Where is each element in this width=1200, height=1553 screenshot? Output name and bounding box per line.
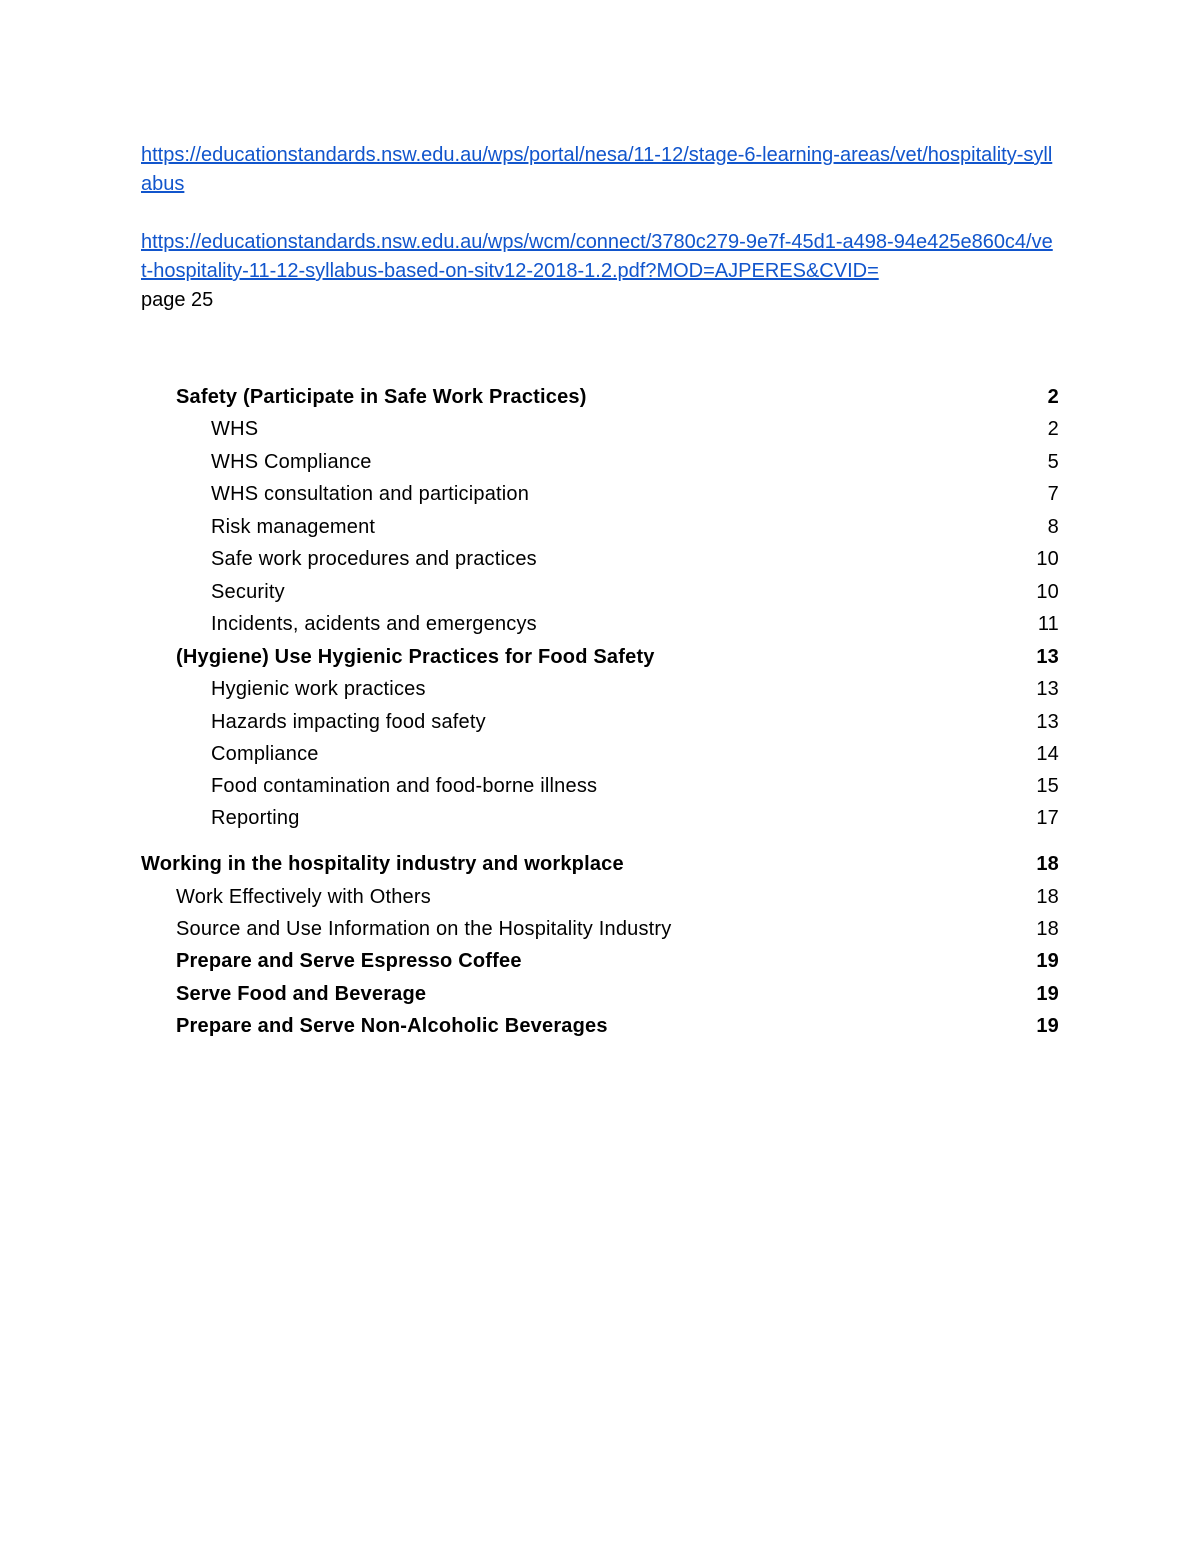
toc-page-number: 18 <box>1036 853 1059 875</box>
toc-page-number: 10 <box>1036 581 1059 603</box>
toc-page-number: 10 <box>1036 548 1059 570</box>
toc-entry-label: Prepare and Serve Non-Alcoholic Beverages <box>176 1015 608 1037</box>
toc-entry-label: Work Effectively with Others <box>176 886 431 908</box>
toc-page-number: 13 <box>1036 678 1059 700</box>
toc-entry-label: Incidents, acidents and emergencys <box>211 613 537 635</box>
toc-page-number: 7 <box>1047 483 1059 505</box>
link-block-2 <box>141 228 1056 315</box>
toc-row[interactable] <box>176 644 1059 670</box>
toc-entry-label: Safe work procedures and practices <box>211 548 537 570</box>
toc-entry-label: Hazards impacting food safety <box>211 711 486 733</box>
syllabus-portal-link[interactable]: https://educationstandards.nsw.edu.au/wps/portal/nesa/11-12/stage-6-learning-areas/vet/hospitality-syllabus <box>141 144 1053 195</box>
toc-entry-label: Prepare and Serve Espresso Coffee <box>176 950 522 972</box>
toc-entry-label: (Hygiene) Use Hygienic Practices for Food Safety <box>176 646 655 668</box>
toc-row[interactable] <box>176 384 1059 410</box>
toc-page-number: 2 <box>1047 418 1059 440</box>
toc-page-number: 8 <box>1047 516 1059 538</box>
toc-row[interactable] <box>176 1013 1059 1039</box>
toc-entry-label: Risk management <box>211 516 376 538</box>
toc-page-number: 11 <box>1037 613 1059 635</box>
toc-page-number: 13 <box>1036 646 1059 668</box>
page-reference: page 25 <box>141 289 214 311</box>
toc-page-number: 2 <box>1047 386 1059 408</box>
toc-row[interactable] <box>211 805 1059 831</box>
toc-entry-label: Security <box>211 581 285 603</box>
toc-row[interactable] <box>211 579 1059 605</box>
links-section <box>141 141 1056 315</box>
toc-page-number: 19 <box>1036 983 1059 1005</box>
toc-entry-label: Hygienic work practices <box>211 678 426 700</box>
toc-row[interactable] <box>211 611 1059 637</box>
toc-row[interactable] <box>176 981 1059 1007</box>
toc-entry-label: Source and Use Information on the Hospitality Industry <box>176 918 672 940</box>
toc-entry-label: Serve Food and Beverage <box>176 983 427 1005</box>
toc-row[interactable] <box>211 481 1059 507</box>
toc-page-number: 18 <box>1036 918 1059 940</box>
toc-row[interactable] <box>211 514 1059 540</box>
toc-entry-label: WHS consultation and participation <box>211 483 530 505</box>
toc-entry-label: Safety (Participate in Safe Work Practices) <box>176 386 587 408</box>
toc-page-number: 13 <box>1036 711 1059 733</box>
toc-page-number: 15 <box>1036 775 1059 797</box>
toc-row[interactable] <box>176 948 1059 974</box>
toc-row[interactable] <box>211 709 1059 735</box>
toc-page-number: 19 <box>1036 950 1059 972</box>
toc-entry-label: WHS <box>211 418 259 440</box>
toc-row[interactable] <box>211 416 1059 442</box>
toc-row[interactable] <box>211 546 1059 572</box>
syllabus-pdf-link[interactable]: https://educationstandards.nsw.edu.au/wps/wcm/connect/3780c279-9e7f-45d1-a498-94e425e860c4/vet-hospitality-11-12-syllabus-based-on-sitv12-2018-1.2.pdf?MOD=AJPERES&CVID= <box>141 231 1053 282</box>
toc-entry-label: Working in the hospitality industry and workplace <box>141 853 624 875</box>
toc-row[interactable] <box>211 676 1059 702</box>
toc-page-number: 17 <box>1036 807 1059 829</box>
toc-row[interactable] <box>211 773 1059 799</box>
toc-page-number: 18 <box>1036 886 1059 908</box>
toc-page-number: 5 <box>1047 451 1059 473</box>
link-block-1 <box>141 141 1056 199</box>
toc-entry-label: Reporting <box>211 807 300 829</box>
toc-entry-label: Food contamination and food-borne illness <box>211 775 598 797</box>
toc-row[interactable] <box>211 741 1059 767</box>
toc-entry-label: WHS Compliance <box>211 451 372 473</box>
toc-row[interactable] <box>211 449 1059 475</box>
toc-page-number: 14 <box>1036 743 1059 765</box>
toc-page-number: 19 <box>1036 1015 1059 1037</box>
toc-row[interactable] <box>176 884 1059 910</box>
toc-row[interactable] <box>176 916 1059 942</box>
toc-row[interactable] <box>141 851 1059 877</box>
toc-entry-label: Compliance <box>211 743 319 765</box>
